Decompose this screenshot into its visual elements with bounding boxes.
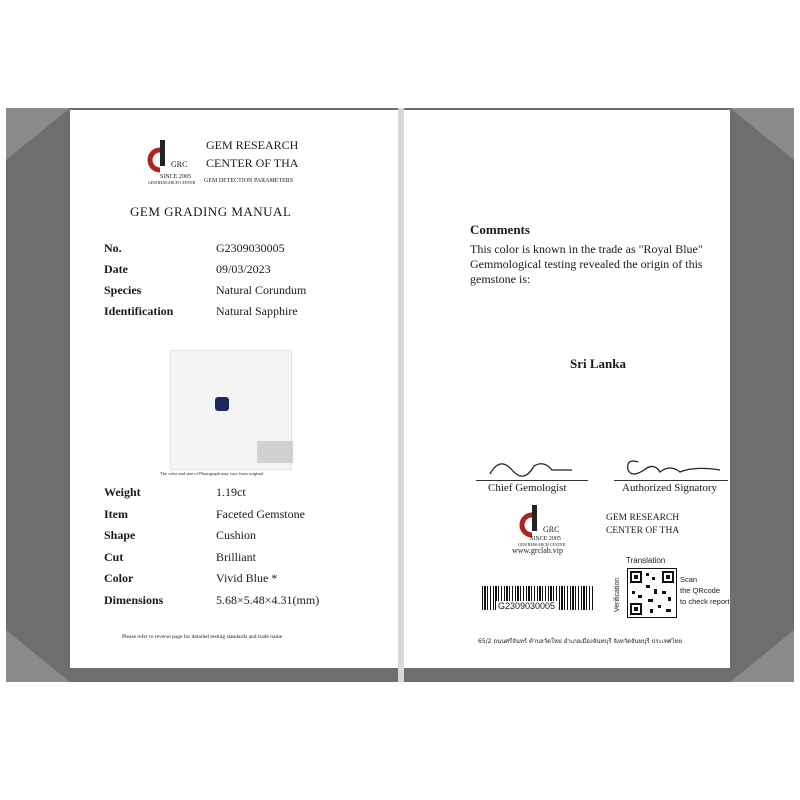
right-org-line1: GEM RESEARCH <box>606 513 680 523</box>
field-top-value: G2309030005 <box>216 241 285 255</box>
barcode-number: G2309030005 <box>498 601 556 611</box>
field-top-label: Date <box>104 262 128 276</box>
right-org-line2: CENTER OF THA <box>606 526 680 536</box>
field-bottom-value: Cushion <box>216 528 257 542</box>
gem-photo <box>170 350 292 470</box>
comments-line-3: gemstone is: <box>470 272 531 286</box>
org-subtitle: GEM DETECTION PARAMETERS <box>204 178 294 184</box>
grc-logo-right-icon <box>516 505 546 539</box>
org-name-line2: CENTER OF THA <box>206 156 299 170</box>
qr-code[interactable] <box>627 568 677 618</box>
org-name-line1: GEM RESEARCH <box>206 138 299 152</box>
grc-logo <box>144 140 194 188</box>
field-top-value: Natural Sapphire <box>216 304 298 318</box>
authorized-signature <box>620 452 730 480</box>
center-fold <box>398 108 404 682</box>
hologram-sticker <box>257 441 293 463</box>
logo-since: SINCE 2005 <box>160 174 191 180</box>
origin-country: Sri Lanka <box>570 356 626 371</box>
field-bottom-value: 5.68×5.48×4.31(mm) <box>216 592 320 607</box>
corner-flap-bottom-right <box>730 630 794 682</box>
gem-stone <box>215 397 229 411</box>
field-top-label: No. <box>104 241 122 255</box>
field-bottom-label: Weight <box>104 485 141 499</box>
field-bottom-label: Cut <box>104 549 124 564</box>
scan-text-1: Scan <box>680 575 698 584</box>
field-bottom-label: Dimensions <box>104 592 164 607</box>
corner-flap-top-left <box>6 108 70 160</box>
comments-line-1: This color is known in the trade as "Royal Blue" <box>470 242 703 256</box>
right-page <box>404 110 730 668</box>
logo-right-center: GEM RESEARCH CENTER <box>518 542 566 547</box>
left-footer: Please refer to reverse page for detailed testing standards and trade name <box>122 634 283 640</box>
logo-mark-text: GRC <box>171 160 188 169</box>
chief-gemologist-signature <box>486 452 576 480</box>
logo-right-since: SINCE 2005 <box>530 536 561 542</box>
field-top-value: Natural Corundum <box>216 283 307 297</box>
website[interactable]: www.grclab.vip <box>512 546 564 555</box>
field-top-value: 09/03/2023 <box>216 262 271 276</box>
translation-label: Translation <box>626 556 666 565</box>
field-bottom-value: Vivid Blue * <box>216 571 278 585</box>
comments-title: Comments <box>470 222 530 237</box>
field-top-label: Species <box>104 283 142 297</box>
field-bottom-label: Shape <box>104 528 136 542</box>
grc-logo-icon <box>144 140 174 174</box>
logo-center: GEM RESEARCH CENTER <box>148 180 196 185</box>
signature-line-1 <box>476 480 588 481</box>
sig1-label: Chief Gemologist <box>488 482 567 494</box>
field-bottom-value: Faceted Gemstone <box>216 506 305 521</box>
signature-line-2 <box>614 480 728 481</box>
field-bottom-label: Item <box>104 506 128 521</box>
field-top-label: Identification <box>104 304 174 318</box>
field-bottom-value: 1.19ct <box>216 485 246 499</box>
corner-flap-top-right <box>730 108 794 160</box>
page-title: GEM GRADING MANUAL <box>130 204 292 219</box>
verification-label: Verification <box>614 577 621 612</box>
scan-text-3: to check report <box>680 597 730 606</box>
photo-caption: The color and size of Photograph may vary from original. <box>160 471 264 476</box>
scan-text-2: the QRcode <box>680 586 721 595</box>
comments-line-2: Gemmological testing revealed the origin of this <box>470 257 703 271</box>
corner-flap-bottom-left <box>6 630 70 682</box>
logo-right-mark-text: GRC <box>543 525 560 534</box>
sig2-label: Authorized Signatory <box>622 482 718 494</box>
field-bottom-value: Brilliant <box>216 549 256 564</box>
address: 65/2 ถนนศรีจันทร์ ตำบลวัดใหม่ อำเภอเมืองจันทบุรี จังหวัดจันทบุรี ประเทศไทย <box>478 638 683 645</box>
field-bottom-label: Color <box>104 571 134 585</box>
